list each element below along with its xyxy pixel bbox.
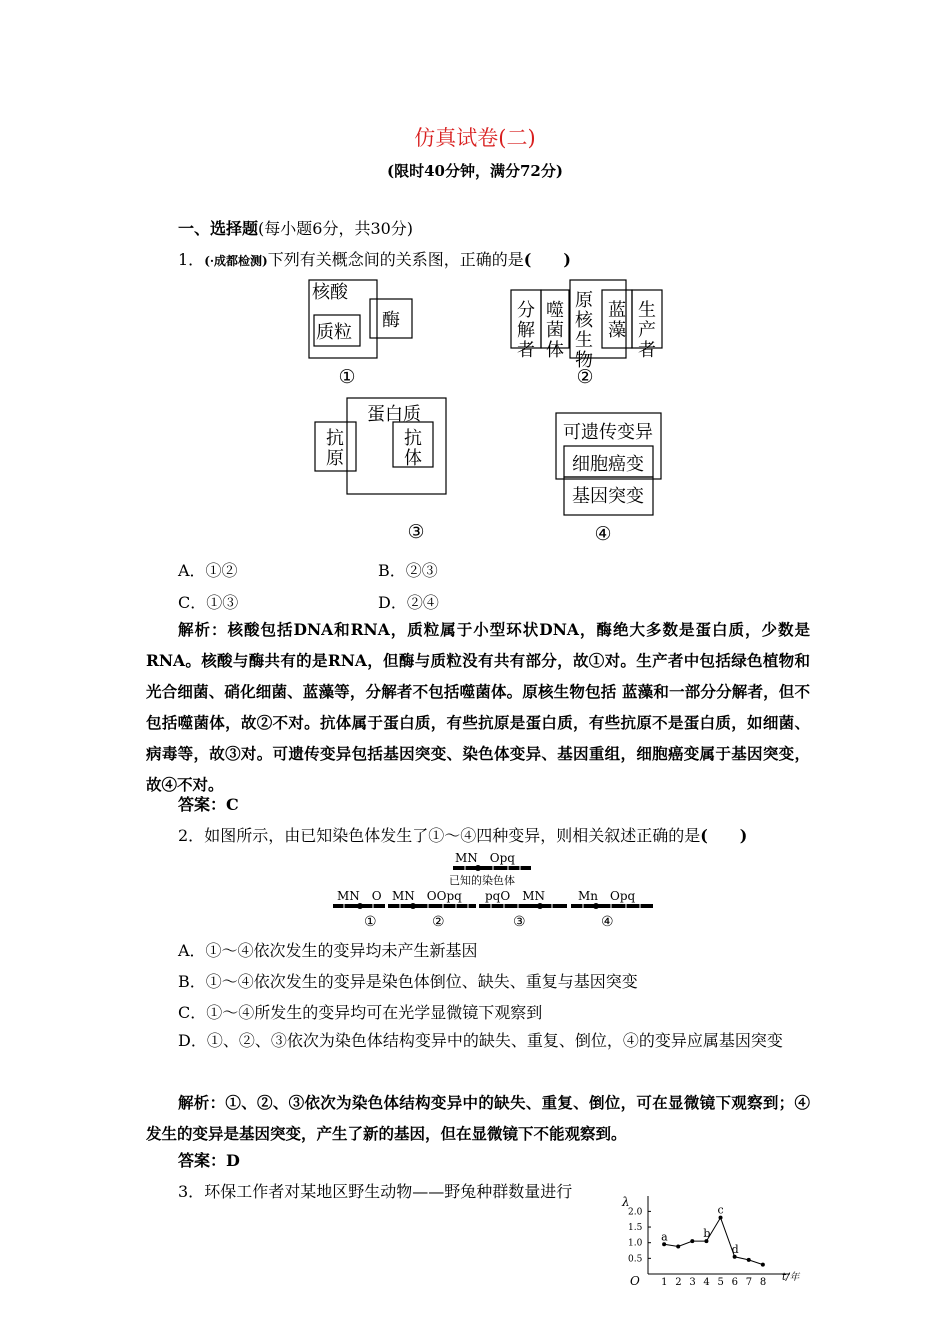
q2-option-c: C．①～④所发生的变异均可在光学显微镜下观察到	[178, 1003, 543, 1022]
q1-answer: 答案：C	[178, 795, 239, 814]
section-title: 一、选择题	[178, 219, 259, 238]
diagram4-outer-text: 可遗传变异	[563, 422, 653, 443]
option-c: C．①③	[178, 593, 239, 612]
svg-text:抗原: 抗原	[326, 428, 344, 469]
svg-text:抗体: 抗体	[404, 428, 422, 469]
section-heading	[178, 216, 413, 239]
question-number: 1．	[178, 250, 205, 269]
y-tick-label: 1.0	[628, 1238, 643, 1249]
question-3-stem	[178, 1179, 572, 1202]
q1-analysis: 解析：核酸包括DNA和RNA，质粒属于小型环状DNA，酶绝大多数是蛋白质，少数是RNA。核酸与酶共有的是RNA，但酶与质粒没有共有部分，故①对。生产者中包括绿色植物和光合细菌、硝化细菌、蓝藻等，分解者不包括噬菌体。原核生物包括 蓝藻和一部分分解者，但不包括噬菌体，故②不对。抗体属于蛋白质，有些抗原是蛋白质，有些抗原不是蛋白质，如细菌、病毒等，故③对。可遗传变异包括基因突变、染色体变异、基因重组，细胞癌变属于基因突变，故④不对。	[146, 620, 810, 794]
q2-option-b: B．①～④依次发生的变异是染色体倒位、缺失、重复与基因突变	[178, 972, 638, 991]
question-text: 下列有关概念间的关系图，正确的是	[267, 250, 524, 269]
svg-text:蓝藻: 蓝藻	[608, 300, 626, 341]
chromosome4-label: ④	[601, 914, 614, 930]
origin-label: O	[630, 1274, 640, 1288]
chromosome2-label: ②	[432, 914, 445, 930]
diagram4-inner2-text: 基因突变	[572, 486, 644, 507]
chromosome1-genes: MN O	[337, 889, 382, 903]
answer-bracket: ( )	[700, 826, 748, 845]
chromosome3-genes: pqO MN	[485, 889, 545, 903]
section-note: (每小题6分，共30分)	[258, 219, 414, 238]
data-point	[690, 1239, 694, 1243]
x-tick-label: 6	[731, 1277, 739, 1288]
known-chromosome-genes: MN Opq	[455, 851, 515, 865]
q2-option-a: A．①～④依次发生的变异均未产生新基因	[178, 941, 478, 960]
page-title: 仿真试卷(二)	[414, 126, 536, 150]
q2-analysis: 解析：①、②、③依次为染色体结构变异中的缺失、重复、倒位，可在显微镜下观察到；④发生的变异是基因突变，产生了新的基因，但在显微镜下不能观察到。	[146, 1093, 810, 1143]
concept-diagrams	[300, 276, 680, 552]
diagram3-outer-text: 蛋白质	[367, 404, 421, 425]
question-number: 2．	[178, 826, 205, 845]
diagram1-label: ①	[338, 366, 356, 388]
diagram2-col5	[638, 300, 656, 361]
x-tick-label: 7	[745, 1277, 753, 1288]
page-subtitle: (限时40分钟，满分72分)	[387, 162, 563, 180]
point-annotation: d	[731, 1242, 739, 1256]
point-annotation: a	[661, 1230, 668, 1244]
diagram3-left-text	[326, 428, 344, 469]
q2-option-d: D．①、②、③依次为染色体结构变异中的缺失、重复、倒位，④的变异应属基因突变	[178, 1031, 783, 1050]
diagram4-inner1-text: 细胞癌变	[572, 454, 644, 475]
diagram1-side-text: 酶	[382, 310, 400, 331]
x-tick-label: 4	[703, 1277, 710, 1288]
option-b: B．②③	[378, 561, 438, 580]
diagram1-inner-text: 质粒	[316, 322, 352, 343]
svg-text:生产者: 生产者	[638, 300, 656, 361]
diagram4-label: ④	[594, 523, 612, 545]
question-number: 3．	[178, 1182, 205, 1201]
x-tick-label: 2	[675, 1277, 682, 1288]
x-tick-label: 5	[717, 1277, 724, 1288]
svg-text:原核生物: 原核生物	[575, 290, 593, 371]
svg-text:分解者: 分解者	[517, 300, 535, 361]
question-text: 如图所示，由已知染色体发生了①～④四种变异，则相关叙述正确的是	[204, 826, 701, 845]
y-tick-label: 2.0	[628, 1207, 643, 1218]
option-a: A．①②	[178, 561, 238, 580]
diagram2-label: ②	[576, 366, 594, 388]
point-annotation: b	[703, 1227, 711, 1241]
chromosome4-genes: Mn Opq	[578, 889, 636, 903]
diagram2-col1	[517, 300, 535, 361]
option-d: D．②④	[378, 593, 439, 612]
chromosome-figure	[328, 848, 658, 932]
data-point	[761, 1263, 765, 1267]
lambda-chart	[616, 1186, 800, 1288]
diagram2-col4	[608, 300, 626, 341]
chromosome1-label: ①	[364, 914, 377, 930]
chromosome2-genes: MN OOpq	[392, 889, 462, 903]
x-tick-label: 3	[689, 1277, 696, 1288]
x-tick-label: 8	[759, 1277, 767, 1288]
diagram3-inner-text	[404, 428, 422, 469]
data-point	[676, 1244, 680, 1248]
question-text: 环保工作者对某地区野生动物——野兔种群数量进行	[204, 1182, 573, 1201]
answer-bracket: ( )	[523, 250, 571, 269]
known-chromosome-label: 已知的染色体	[449, 874, 515, 887]
question-source: (·成都检测)	[204, 254, 268, 268]
svg-text:噬菌体: 噬菌体	[546, 300, 564, 361]
x-tick-label: 1	[661, 1277, 668, 1288]
diagram1-outer-text: 核酸	[312, 282, 348, 303]
chromosome3-label: ③	[513, 914, 526, 930]
y-tick-label: 1.5	[628, 1223, 643, 1234]
diagram2-col2	[546, 300, 564, 361]
x-axis-label: t/年	[782, 1272, 800, 1283]
series-line	[664, 1218, 763, 1265]
point-annotation: c	[717, 1203, 724, 1217]
question-2-stem	[178, 823, 747, 846]
diagram3-label: ③	[407, 521, 425, 543]
y-tick-label: 0.5	[628, 1254, 643, 1265]
y-axis-label: λ	[622, 1195, 630, 1209]
question-1-stem	[178, 247, 571, 270]
data-point	[747, 1258, 751, 1262]
diagram2-col3	[575, 290, 594, 371]
q2-answer: 答案：D	[178, 1151, 240, 1170]
